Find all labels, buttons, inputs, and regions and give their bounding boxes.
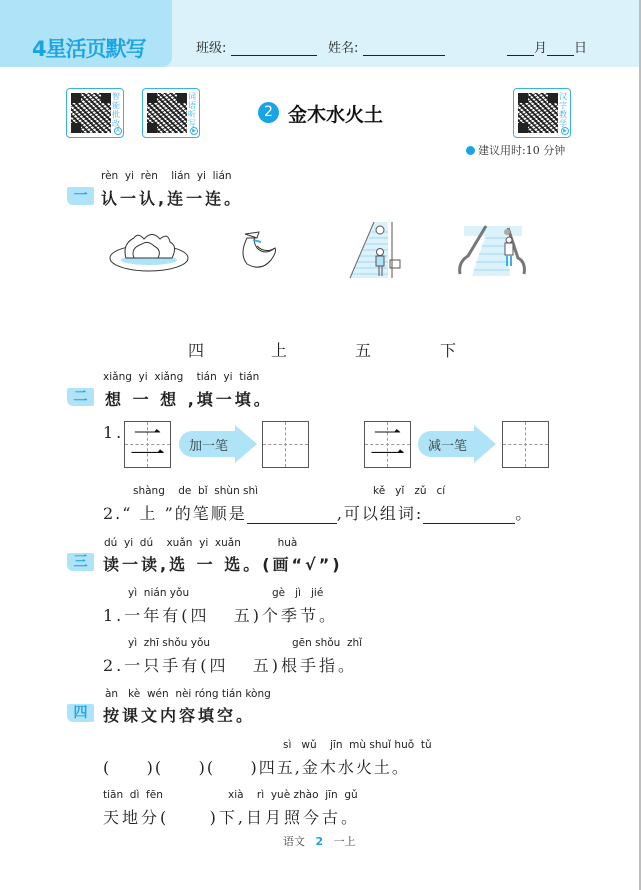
month-label: 月 bbox=[534, 41, 548, 56]
source-char: 二 bbox=[369, 423, 406, 464]
time-hint bbox=[466, 142, 565, 158]
qr-smart-grading[interactable] bbox=[66, 88, 124, 138]
match-char-2[interactable]: 上 bbox=[271, 341, 288, 360]
qr-label: 词语听写 bbox=[188, 92, 196, 128]
bananas-image bbox=[237, 230, 279, 272]
steamed-buns-plate-image bbox=[108, 222, 190, 272]
s3q1-pinyin-a: yì nián yǒu bbox=[128, 587, 190, 599]
month-blank[interactable] bbox=[507, 42, 534, 56]
qr-code-icon bbox=[518, 93, 558, 133]
section3-heading: 读一读,选 一 选。(画“√”) bbox=[103, 555, 343, 574]
name-blank[interactable] bbox=[363, 42, 445, 56]
s3q2-pinyin-b: gēn shǒu zhǐ bbox=[292, 637, 363, 649]
name-label: 姓名: bbox=[328, 41, 359, 56]
qr-label: 智能批改 bbox=[112, 92, 120, 128]
lesson-number: 2 bbox=[258, 102, 279, 123]
source-char-box-add bbox=[124, 421, 171, 468]
qr-label: 汉字教学 bbox=[559, 92, 567, 128]
class-blank[interactable] bbox=[231, 42, 317, 56]
day-label: 日 bbox=[574, 41, 588, 56]
source-char: 二 bbox=[129, 423, 166, 464]
name-field bbox=[328, 37, 445, 56]
q1-number: 1. bbox=[103, 423, 125, 442]
q2-pinyin-a: shàng de bǐ shùn shì bbox=[133, 485, 259, 497]
match-char-4[interactable]: 下 bbox=[440, 341, 457, 360]
s3q2-text[interactable]: 2.一只手有(四 五)根手指。 bbox=[103, 656, 358, 675]
section1-pinyin: rèn yi rèn lián yi lián bbox=[101, 170, 232, 182]
s3q1-pinyin-b: gè jì jié bbox=[272, 587, 324, 599]
date-field bbox=[507, 37, 587, 56]
page-number: 2 bbox=[315, 835, 324, 848]
s4l2-pinyin-a: tiān dì fēn bbox=[103, 789, 163, 801]
play-icon: ▶ bbox=[561, 127, 569, 135]
lesson-title: 金木水火土 bbox=[288, 104, 384, 126]
section2-heading: 想 一 想 ,填一填。 bbox=[105, 390, 273, 409]
section1-heading: 认一认,连一连。 bbox=[101, 189, 244, 208]
qr-dictation[interactable] bbox=[142, 88, 200, 138]
section4-pinyin: àn kè wén nèi róng tián kòng bbox=[105, 688, 271, 700]
match-char-3[interactable]: 五 bbox=[355, 341, 372, 360]
subtract-stroke-label: 减一笔 bbox=[428, 439, 468, 454]
play-icon: ▶ bbox=[190, 127, 198, 135]
badge-icon: A bbox=[114, 127, 122, 135]
section3-pinyin: dú yi dú xuǎn yi xuǎn huà bbox=[104, 537, 298, 549]
s3q1-text[interactable]: 1.一年有(四 五)个季节。 bbox=[103, 606, 339, 625]
section1-badge: 一 bbox=[67, 187, 94, 205]
s4l1-pinyin: sì wǔ jīn mù shuǐ huǒ tǔ bbox=[283, 739, 432, 751]
q2-pinyin-b: kě yǐ zǔ cí bbox=[373, 485, 446, 497]
q2-part1: 2.“ 上 ”的笔顺是 bbox=[103, 504, 247, 523]
footer-grade: 一上 bbox=[333, 835, 356, 848]
qr-code-icon bbox=[147, 93, 187, 133]
stroke-order-blank[interactable] bbox=[247, 508, 337, 524]
s4l2-text[interactable]: 天地分( )下,日月照今古。 bbox=[103, 808, 361, 827]
class-field bbox=[196, 37, 317, 56]
section4-heading: 按课文内容填空。 bbox=[103, 706, 256, 725]
answer-box-subtract[interactable] bbox=[502, 421, 549, 468]
s4l1-text[interactable]: ( )( )( )四五,金木水火土。 bbox=[103, 758, 410, 777]
s3q2-pinyin-a: yì zhī shǒu yǒu bbox=[128, 637, 211, 649]
add-stroke-label: 加一笔 bbox=[189, 439, 229, 454]
s4l2-pinyin-b: xià rì yuè zhào jīn gǔ bbox=[228, 789, 358, 801]
answer-box-add[interactable] bbox=[262, 421, 309, 468]
word-blank[interactable] bbox=[423, 508, 515, 524]
brand-banner bbox=[0, 0, 172, 67]
section2-badge: 二 bbox=[67, 388, 94, 406]
page-footer bbox=[283, 833, 356, 849]
period: 。 bbox=[515, 504, 534, 523]
match-char-1[interactable]: 四 bbox=[188, 341, 205, 360]
brand-title: 4星活页默写 bbox=[32, 37, 146, 61]
source-char-box-subtract bbox=[364, 421, 411, 468]
going-up-escalator-image bbox=[458, 222, 526, 278]
page-header bbox=[0, 0, 639, 67]
time-hint-text: 建议用时:10 分钟 bbox=[478, 144, 566, 157]
class-label: 班级: bbox=[196, 41, 227, 56]
q2-line bbox=[103, 501, 533, 524]
qr-character-teaching[interactable] bbox=[513, 88, 571, 138]
q2-part2: ,可以组词: bbox=[336, 504, 424, 523]
footer-subject: 语文 bbox=[283, 835, 305, 848]
section2-pinyin: xiǎng yi xiǎng tián yi tián bbox=[103, 371, 260, 383]
section3-badge: 三 bbox=[67, 553, 94, 571]
clock-icon bbox=[466, 146, 475, 155]
day-blank[interactable] bbox=[547, 42, 574, 56]
qr-code-icon bbox=[71, 93, 111, 133]
going-downstairs-image bbox=[348, 220, 404, 280]
section4-badge: 四 bbox=[67, 704, 94, 722]
